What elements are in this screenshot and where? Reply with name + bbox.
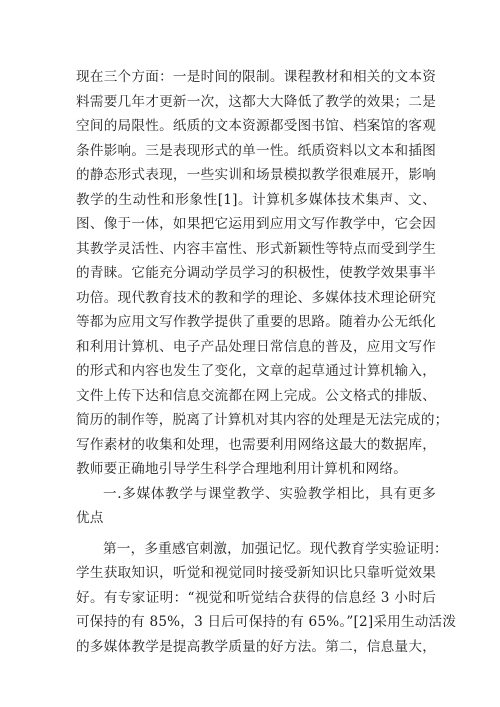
text-line: 等都为应用文写作教学提供了重要的思路。随着办公无纸化 (76, 314, 436, 330)
paragraph-2 (76, 537, 457, 660)
section-heading (76, 482, 436, 531)
text-line: 好。有专家证明：“视觉和听觉结合获得的信息经 3 小时后 (76, 589, 436, 606)
document-body (76, 65, 457, 659)
text-line: 空间的局限性。纸质的文本资源都受图书馆、档案馆的客观 (76, 118, 436, 134)
text-line: 写作素材的收集和处理，也需要利用网络这最大的数据库， (76, 436, 436, 453)
heading-line: 一.多媒体教学与课堂教学、实验教学相比，具有更多 (103, 485, 436, 502)
text-line: 料需要几年才更新一次，这都大大降低了教学的效果；二是 (76, 93, 436, 110)
text-line: 条件影响。三是表现形式的单一性。纸质资料以文本和插图 (76, 142, 436, 159)
text-line: 学生获取知识，听觉和视觉同时接受新知识比只靠听觉效果 (76, 565, 436, 581)
paragraph-1 (76, 65, 449, 482)
text-line: 图、像于一体，如果把它运用到应用文写作教学中，它会因 (76, 216, 436, 232)
text-line: 其教学灵活性、内容丰富性、形式新颖性等特点而受到学生 (76, 240, 436, 257)
text-line: 的静态形式表现，一些实训和场景模拟教学很难展开，影响 (76, 167, 436, 183)
text-line: 文件上传下达和信息交流都在网上完成。公文格式的排版、 (76, 387, 436, 404)
text-line: 功倍。现代教育技术的教和学的理论、多媒体技术理论研究 (76, 289, 436, 306)
text-line: 现在三个方面：一是时间的限制。课程教材和相关的文本资 (76, 69, 436, 85)
text-line: 教学的生动性和形象性[1]。计算机多媒体技术集声、文、 (76, 191, 436, 208)
text-line: 和利用计算机、电子产品处理日常信息的普及，应用文写作 (76, 338, 436, 355)
text-line: 的多媒体教学是提高教学质量的好方法。第二，信息量大， (76, 638, 436, 655)
text-line: 的形式和内容也发生了变化，文章的起草通过计算机输入， (76, 363, 436, 379)
text-line: 第一，多重感官刺激，加强记忆。现代教育学实验证明： (103, 540, 448, 557)
text-line: 可保持的有 85%，3 日后可保持的有 65%。”[2]采用生动活泼 (76, 614, 457, 630)
text-line: 简历的制作等，脱离了计算机对其内容的处理是无法完成的； (76, 412, 449, 428)
heading-line: 优点 (76, 510, 104, 526)
text-line: 教师要正确地引导学生科学合理地利用计算机和网络。 (76, 461, 408, 477)
text-line: 的青睐。它能充分调动学员学习的积极性，使教学效果事半 (76, 265, 436, 281)
